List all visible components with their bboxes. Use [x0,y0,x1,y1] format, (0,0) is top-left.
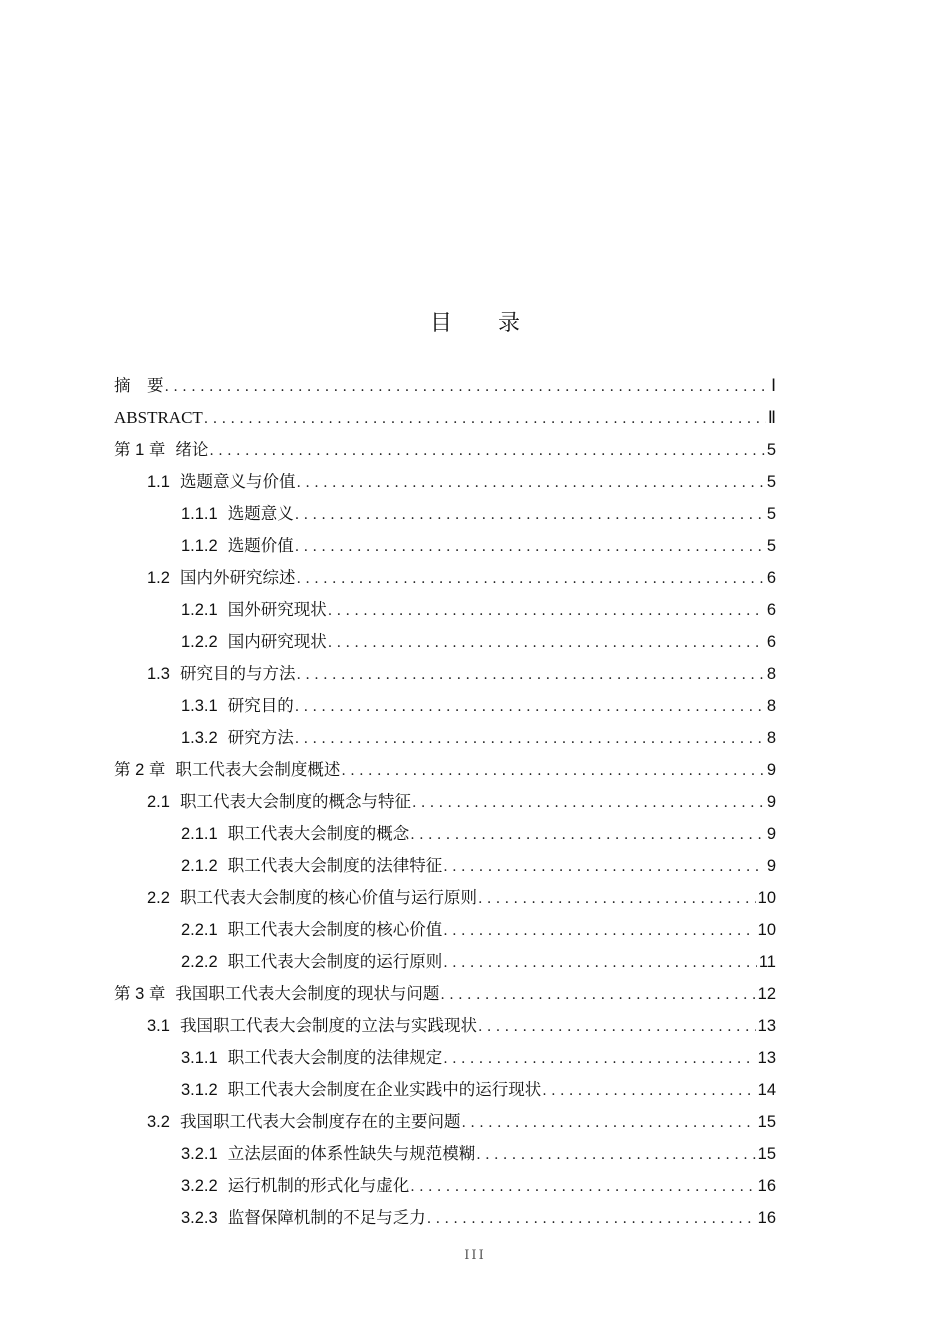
toc-entry-page: 14 [757,1081,776,1099]
toc-entry-title: 选题意义 [227,504,294,523]
toc-dot-leader [328,595,765,627]
toc-entry-page: 15 [757,1145,776,1163]
toc-dot-leader [443,915,755,947]
toc-entry[interactable] [114,594,776,626]
toc-entry-title: 选题价值 [227,536,294,555]
toc-entry-number: 1.2.1 [181,601,218,619]
toc-entry-title: 职工代表大会制度的核心价值 [227,920,443,939]
toc-entry[interactable] [114,690,776,722]
toc-entry[interactable] [114,754,776,786]
toc-entry-title: 国内外研究综述 [179,568,296,587]
toc-entry-page: 11 [758,953,776,971]
toc-dot-leader [427,1203,756,1235]
toc-entry-title: 研究方法 [227,728,294,747]
toc-entry-number: 1.3.2 [181,729,218,747]
toc-entry-page: Ⅱ [767,409,776,427]
toc-entry[interactable] [114,1010,776,1042]
toc-dot-leader [478,883,756,915]
toc-entry-page: 6 [766,633,776,651]
toc-dot-leader [295,691,765,723]
toc-entry[interactable] [114,562,776,594]
toc-entry-title: ABSTRACT [114,408,203,427]
toc-dot-leader [165,371,770,403]
toc-entry-number: 3.1 [147,1017,170,1035]
toc-entry[interactable] [114,818,776,850]
toc-dot-leader [410,819,765,851]
toc-entry[interactable] [114,1042,776,1074]
toc-entry-page: 8 [766,697,776,715]
toc-entry-title: 运行机制的形式化与虚化 [227,1176,410,1195]
toc-entry-number: 2.1.2 [181,857,218,875]
toc-entry-number: 2.2 [147,889,170,907]
toc-entry-title: 职工代表大会制度在企业实践中的运行现状 [227,1080,542,1099]
toc-entry-title: 研究目的 [227,696,294,715]
toc-entry-title: 职工代表大会制度概述 [175,760,341,779]
toc-entry-page: 6 [766,569,776,587]
toc-entry-page: 16 [757,1177,776,1195]
toc-dot-leader [542,1075,755,1107]
toc-entry-page: 12 [757,985,776,1003]
toc-entry[interactable] [114,882,776,914]
toc-dot-leader [204,403,766,435]
toc-dot-leader [443,1043,755,1075]
toc-entry-number: 第 3 章 [114,985,166,1003]
toc-title [0,306,950,337]
toc-entry-number: 1.3 [147,665,170,683]
toc-entry-title: 研究目的与方法 [179,664,296,683]
toc-entry-page: 10 [757,889,776,907]
toc-dot-leader [412,787,765,819]
toc-dot-leader [328,627,765,659]
toc-entry[interactable] [114,626,776,658]
toc-title-char-2: 录 [498,311,521,336]
toc-dot-leader [476,1139,755,1171]
toc-list [114,370,776,1234]
page-number: III [464,1248,486,1263]
toc-entry-number: 1.1 [147,473,170,491]
toc-entry[interactable] [114,1202,776,1234]
toc-entry[interactable] [114,850,776,882]
toc-entry-number: 1.1.1 [181,505,218,523]
toc-entry[interactable] [114,978,776,1010]
toc-dot-leader [478,1011,756,1043]
toc-dot-leader [295,723,765,755]
toc-entry-page: 13 [757,1049,776,1067]
toc-entry[interactable] [114,402,776,434]
toc-entry-title: 我国职工代表大会制度的现状与问题 [175,984,440,1003]
toc-entry-number: 3.1.1 [181,1049,218,1067]
toc-dot-leader [209,435,764,467]
toc-entry-page: 5 [766,537,776,555]
toc-entry[interactable] [114,434,776,466]
toc-entry-page: 9 [766,793,776,811]
toc-dot-leader [461,1107,755,1139]
toc-entry[interactable] [114,1138,776,1170]
toc-entry-page: 5 [766,505,776,523]
toc-entry[interactable] [114,946,776,978]
toc-entry-title: 我国职工代表大会制度存在的主要问题 [179,1112,461,1131]
toc-entry-number: 第 2 章 [114,761,166,779]
toc-dot-leader [296,659,764,691]
toc-entry-page: 5 [766,473,776,491]
toc-entry-page: 6 [766,601,776,619]
toc-entry[interactable] [114,658,776,690]
toc-entry-page: 8 [766,729,776,747]
toc-entry-title: 职工代表大会制度的核心价值与运行原则 [179,888,477,907]
toc-entry-page: Ⅰ [771,377,776,395]
toc-entry-title: 监督保障机制的不足与乏力 [227,1208,426,1227]
toc-entry-title: 职工代表大会制度的运行原则 [227,952,443,971]
toc-entry-number: 3.2.3 [181,1209,218,1227]
toc-entry-title: 职工代表大会制度的法律特征 [227,856,443,875]
toc-entry-number: 1.2.2 [181,633,218,651]
toc-entry-number: 2.1.1 [181,825,218,843]
toc-dot-leader [295,499,765,531]
toc-entry[interactable] [114,1074,776,1106]
toc-entry-title: 摘 要 [114,376,164,395]
toc-entry-number: 第 1 章 [114,441,166,459]
toc-dot-leader [443,947,757,979]
toc-dot-leader [296,467,764,499]
toc-entry-title: 职工代表大会制度的概念 [227,824,410,843]
toc-entry[interactable] [114,530,776,562]
toc-entry[interactable] [114,370,776,402]
toc-entry-title: 立法层面的体系性缺失与规范模糊 [227,1144,476,1163]
toc-entry-number: 1.2 [147,569,170,587]
toc-entry-number: 2.2.1 [181,921,218,939]
toc-entry-number: 1.3.1 [181,697,218,715]
toc-entry-title: 国外研究现状 [227,600,327,619]
toc-entry-page: 9 [766,857,776,875]
toc-entry-page: 13 [757,1017,776,1035]
toc-entry-page: 9 [766,761,776,779]
toc-entry-page: 8 [766,665,776,683]
toc-dot-leader [341,755,764,787]
toc-entry-page: 10 [757,921,776,939]
toc-entry-page: 16 [757,1209,776,1227]
toc-entry-number: 3.2.1 [181,1145,218,1163]
toc-dot-leader [443,851,765,883]
toc-entry-number: 3.2 [147,1113,170,1131]
toc-entry-number: 1.1.2 [181,537,218,555]
toc-entry-number: 2.1 [147,793,170,811]
toc-entry-number: 3.1.2 [181,1081,218,1099]
toc-entry-title: 我国职工代表大会制度的立法与实践现状 [179,1016,477,1035]
toc-entry-title: 绪论 [175,440,209,459]
toc-entry-title: 职工代表大会制度的概念与特征 [179,792,411,811]
toc-entry-number: 2.2.2 [181,953,218,971]
toc-entry-number: 3.2.2 [181,1177,218,1195]
toc-entry[interactable] [114,914,776,946]
toc-entry[interactable] [114,498,776,530]
toc-entry-title: 国内研究现状 [227,632,327,651]
toc-entry[interactable] [114,1106,776,1138]
toc-entry[interactable] [114,466,776,498]
toc-dot-leader [440,979,755,1011]
toc-dot-leader [296,563,764,595]
toc-title-char-1: 目 [429,311,452,336]
toc-entry[interactable] [114,722,776,754]
toc-entry-title: 选题意义与价值 [179,472,296,491]
toc-entry[interactable] [114,786,776,818]
toc-entry-page: 5 [766,441,776,459]
toc-dot-leader [410,1171,755,1203]
toc-entry-page: 15 [757,1113,776,1131]
toc-entry-page: 9 [766,825,776,843]
toc-entry[interactable] [114,1170,776,1202]
toc-dot-leader [295,531,765,563]
toc-entry-title: 职工代表大会制度的法律规定 [227,1048,443,1067]
